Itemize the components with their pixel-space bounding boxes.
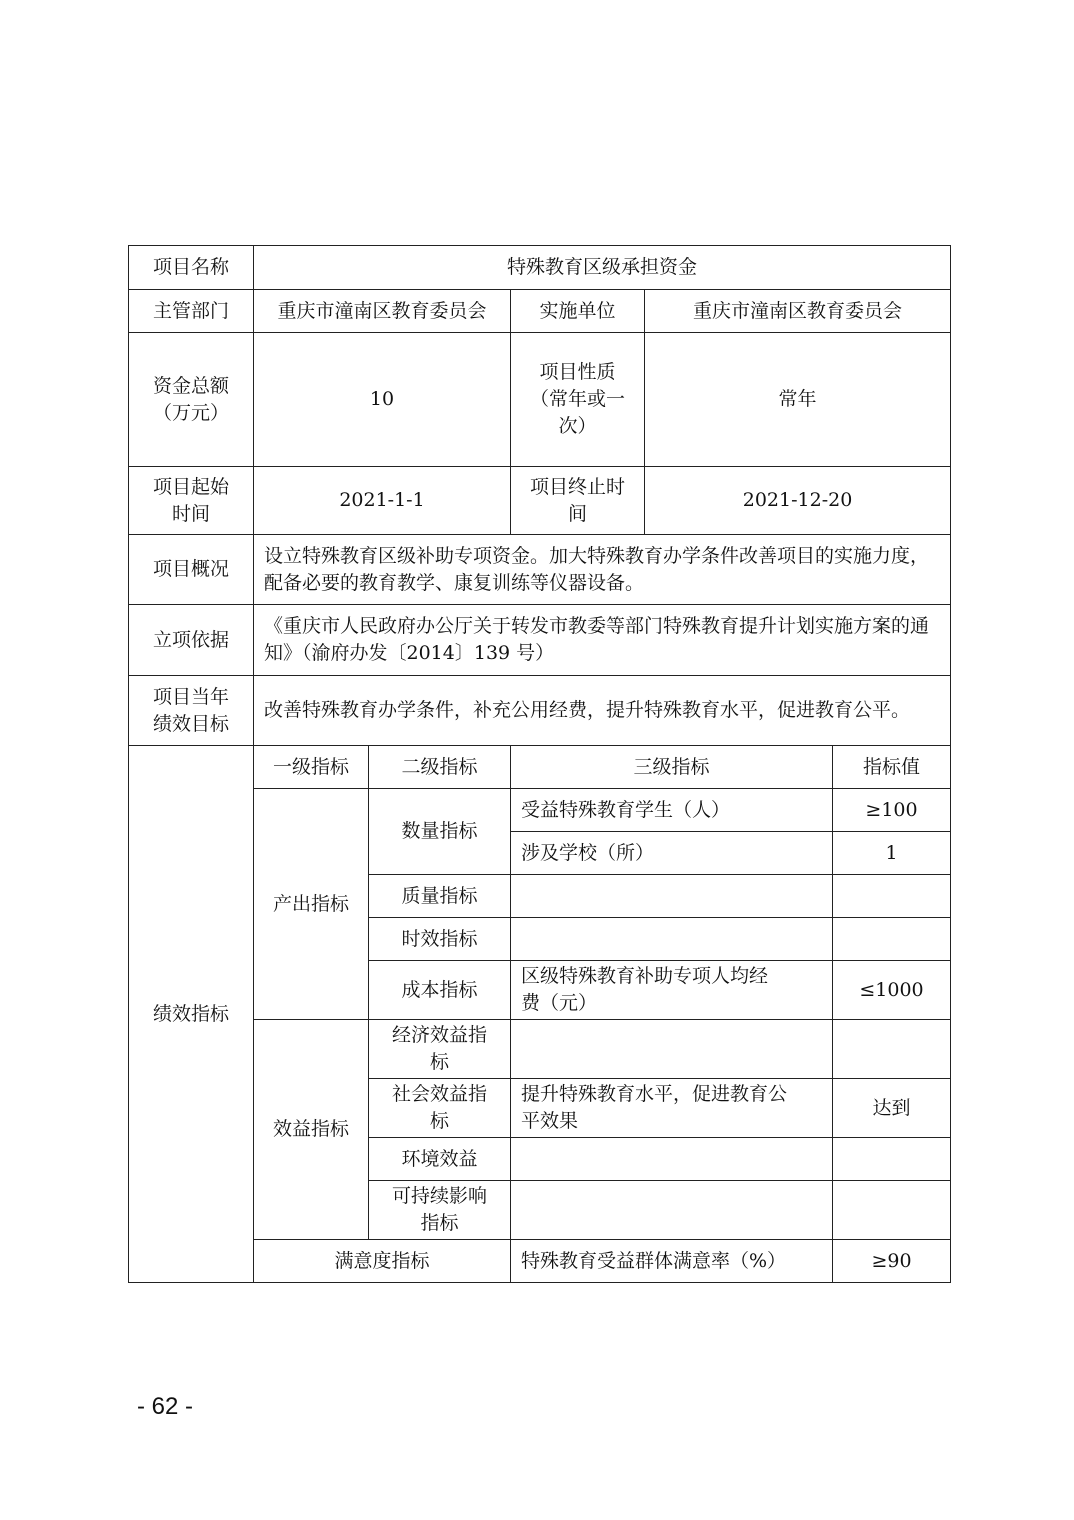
value-quality-empty [833, 875, 951, 918]
label-quantity: 数量指标 [369, 789, 511, 875]
row-basis [129, 605, 951, 676]
row-dates [129, 467, 951, 535]
item-beneficiary-students: 受益特殊教育学生（人） [511, 789, 833, 832]
label-economic [369, 1020, 511, 1079]
label-start-line-1: 项目起始 [152, 475, 229, 498]
label-end-line-2: 间 [567, 502, 587, 525]
row-project-name [129, 246, 951, 290]
row-indicator-header [129, 746, 951, 789]
label-fund [129, 333, 254, 467]
value-nature: 常年 [645, 333, 951, 467]
label-overview: 项目概况 [129, 535, 254, 605]
label-fund-line-1: 资金总额 [152, 374, 229, 397]
label-economic-line-1: 经济效益指 [391, 1024, 487, 1046]
value-project-name: 特殊教育区级承担资金 [254, 246, 951, 290]
label-project-name: 项目名称 [129, 246, 254, 290]
label-indicators: 绩效指标 [129, 746, 254, 1283]
value-beneficiary-students: ≥100 [833, 789, 951, 832]
item-cost [511, 961, 833, 1020]
project-table [128, 245, 951, 1283]
value-goal: 改善特殊教育办学条件，补充公用经费，提升特殊教育水平，促进教育公平。 [254, 676, 951, 746]
item-timeliness-empty [511, 918, 833, 961]
label-nature-line-1: 项目性质 [539, 361, 616, 383]
label-satisfaction: 满意度指标 [254, 1240, 511, 1283]
header-level-2: 二级指标 [369, 746, 511, 789]
value-overview: 设立特殊教育区级补助专项资金。加大特殊教育办学条件改善项目的实施力度，配备必要的教育教学、康复训练等仪器设备。 [254, 535, 951, 605]
row-department [129, 290, 951, 333]
label-start-line-2: 时间 [171, 502, 210, 525]
label-sustain-line-2: 指标 [420, 1212, 459, 1234]
page-number: - 62 - [137, 1393, 194, 1420]
label-implementer: 实施单位 [511, 290, 645, 333]
item-cost-line-2: 费（元） [521, 992, 598, 1014]
item-sustainability-empty [511, 1181, 833, 1240]
label-goal-line-1: 项目当年 [152, 685, 229, 708]
label-department: 主管部门 [129, 290, 254, 333]
label-cost: 成本指标 [369, 961, 511, 1020]
value-start: 2021-1-1 [254, 467, 511, 535]
label-start [129, 467, 254, 535]
label-end [511, 467, 645, 535]
value-cost: ≤1000 [833, 961, 951, 1020]
label-end-line-1: 项目终止时 [529, 475, 625, 498]
item-economic-empty [511, 1020, 833, 1079]
row-goal [129, 676, 951, 746]
label-nature-line-2: （常年或一 [529, 388, 625, 410]
header-value: 指标值 [833, 746, 951, 789]
label-goal-line-2: 绩效目标 [152, 712, 229, 735]
label-fund-line-2: （万元） [152, 401, 229, 424]
label-quality: 质量指标 [369, 875, 511, 918]
label-sustainability [369, 1181, 511, 1240]
label-social-line-1: 社会效益指 [391, 1083, 487, 1105]
value-environment-empty [833, 1138, 951, 1181]
label-social-line-2: 标 [429, 1110, 449, 1132]
label-sustain-line-1: 可持续影响 [391, 1185, 487, 1207]
label-goal [129, 676, 254, 746]
label-timeliness: 时效指标 [369, 918, 511, 961]
item-satisfaction: 特殊教育受益群体满意率（%） [511, 1240, 833, 1283]
item-social-line-1: 提升特殊教育水平，促进教育公 [521, 1083, 788, 1105]
item-schools: 涉及学校（所） [511, 832, 833, 875]
value-timeliness-empty [833, 918, 951, 961]
label-environment: 环境效益 [369, 1138, 511, 1181]
value-satisfaction: ≥90 [833, 1240, 951, 1283]
value-schools: 1 [833, 832, 951, 875]
label-economic-line-2: 标 [429, 1051, 449, 1073]
value-sustainability-empty [833, 1181, 951, 1240]
value-department: 重庆市潼南区教育委员会 [254, 290, 511, 333]
row-fund [129, 333, 951, 467]
label-output: 产出指标 [254, 789, 369, 1020]
item-social-line-2: 平效果 [521, 1110, 579, 1132]
value-implementer: 重庆市潼南区教育委员会 [645, 290, 951, 333]
label-nature [511, 333, 645, 467]
item-quality-empty [511, 875, 833, 918]
value-social: 达到 [833, 1079, 951, 1138]
value-basis: 《重庆市人民政府办公厅关于转发市教委等部门特殊教育提升计划实施方案的通知》（渝府办发〔2014〕139 号） [254, 605, 951, 676]
item-cost-line-1: 区级特殊教育补助专项人均经 [521, 965, 769, 987]
value-economic-empty [833, 1020, 951, 1079]
label-benefit: 效益指标 [254, 1020, 369, 1240]
header-level-3: 三级指标 [511, 746, 833, 789]
label-social [369, 1079, 511, 1138]
label-nature-line-3: 次） [558, 415, 597, 437]
label-basis: 立项依据 [129, 605, 254, 676]
row-overview [129, 535, 951, 605]
header-level-1: 一级指标 [254, 746, 369, 789]
item-social [511, 1079, 833, 1138]
value-end: 2021-12-20 [645, 467, 951, 535]
item-environment-empty [511, 1138, 833, 1181]
value-fund: 10 [254, 333, 511, 467]
